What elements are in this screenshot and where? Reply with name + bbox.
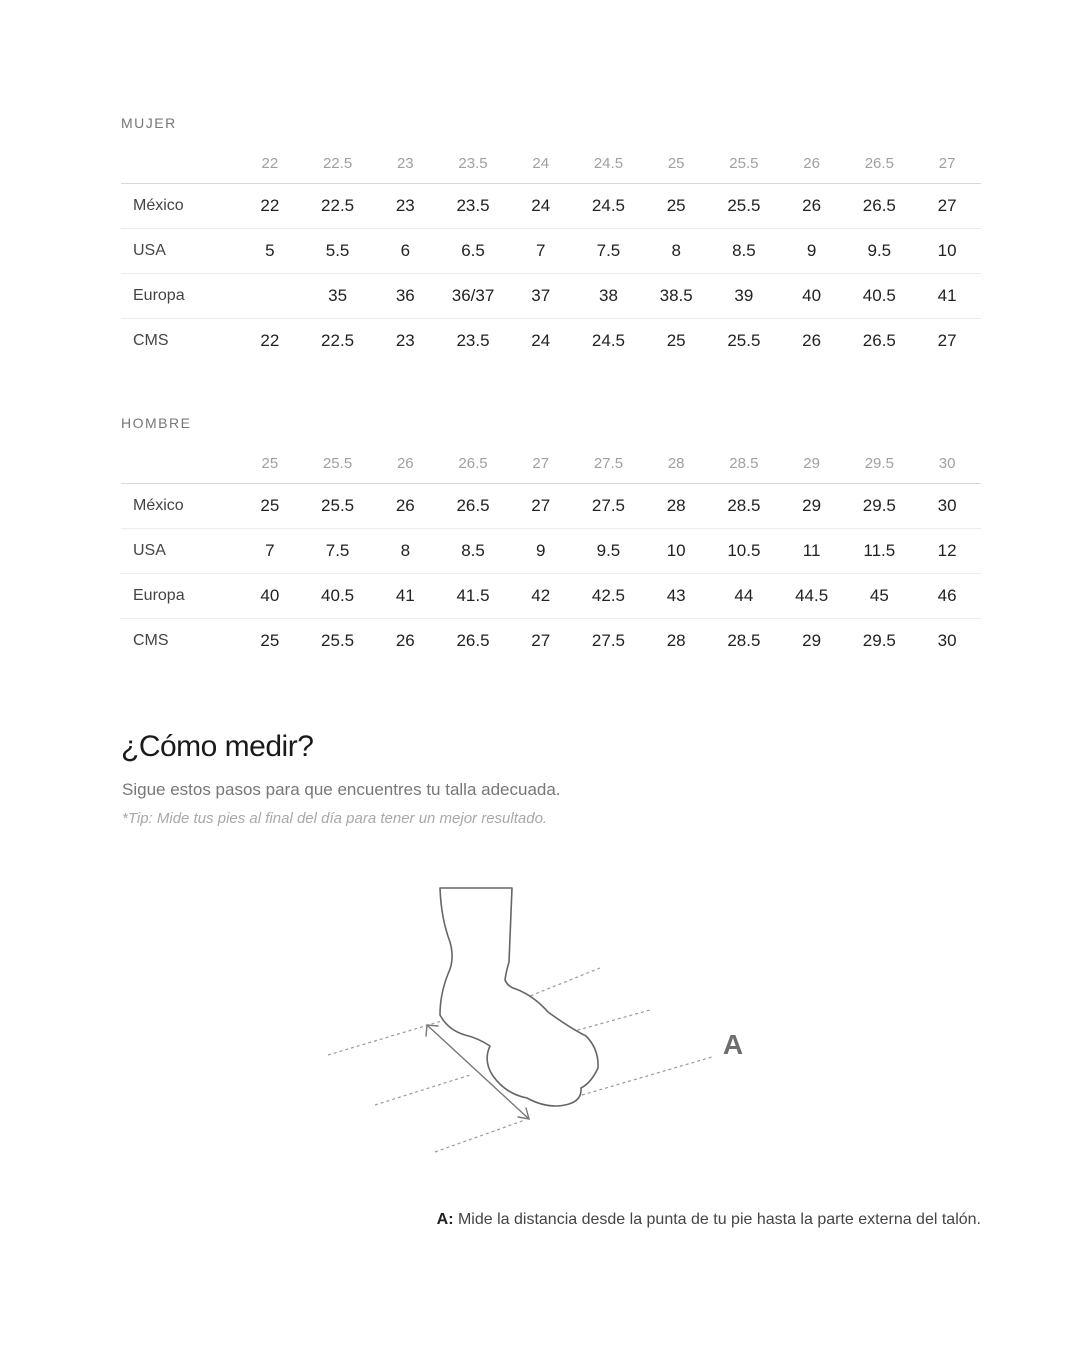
size-cell: 40 xyxy=(236,574,304,619)
size-cell: 23.5 xyxy=(439,184,507,229)
row-label: Europa xyxy=(121,274,236,319)
size-cell: 26 xyxy=(778,184,846,229)
column-header: 30 xyxy=(913,443,981,484)
column-header: 26 xyxy=(371,443,439,484)
figure-label-a: A xyxy=(722,1029,744,1060)
size-cell: 23 xyxy=(371,184,439,229)
mujer-section-label: MUJER xyxy=(121,115,177,131)
column-header: 25 xyxy=(642,143,710,184)
how-to-measure-title: ¿Cómo medir? xyxy=(121,730,314,763)
caption-text: Mide la distancia desde la punta de tu pie hasta la parte externa del talón. xyxy=(453,1211,981,1228)
column-header: 24.5 xyxy=(575,143,643,184)
size-cell: 25 xyxy=(260,631,280,650)
size-cell: 9 xyxy=(507,529,575,574)
size-cell: 26 xyxy=(395,631,415,650)
column-header: 23 xyxy=(371,143,439,184)
size-cell: 11.5 xyxy=(845,529,913,574)
size-cell: 41 xyxy=(371,574,439,619)
size-cell: 30 xyxy=(913,484,981,529)
row-label: USA xyxy=(121,229,236,274)
size-cell: 27.5 xyxy=(575,484,643,529)
table-row xyxy=(121,184,981,229)
column-header: 29 xyxy=(778,443,846,484)
table-row xyxy=(121,274,981,319)
column-header: 28.5 xyxy=(710,443,778,484)
row-label: CMS xyxy=(133,332,169,349)
size-cell: 25.5 xyxy=(710,184,778,229)
size-cell: 25 xyxy=(642,184,710,229)
column-header: 25.5 xyxy=(304,443,372,484)
size-cell xyxy=(236,274,304,319)
size-cell: 25 xyxy=(236,484,304,529)
mujer-size-table xyxy=(121,143,981,363)
size-cell: 29.5 xyxy=(862,631,896,650)
size-cell: 42 xyxy=(507,574,575,619)
size-cell: 22.5 xyxy=(321,331,355,350)
size-cell: 41 xyxy=(913,274,981,319)
how-to-measure-subtitle: Sigue estos pasos para que encuentres tu talla adecuada. xyxy=(122,780,561,799)
table-header-row xyxy=(121,143,981,184)
size-cell: 23.5 xyxy=(456,331,490,350)
size-cell: 25.5 xyxy=(321,631,355,650)
column-header: 24 xyxy=(507,143,575,184)
size-cell: 6 xyxy=(371,229,439,274)
size-cell: 46 xyxy=(913,574,981,619)
size-cell: 25 xyxy=(666,331,686,350)
column-header: 27.5 xyxy=(575,443,643,484)
column-header: 28 xyxy=(642,443,710,484)
size-cell: 42.5 xyxy=(575,574,643,619)
header-corner xyxy=(121,443,236,484)
size-cell: 12 xyxy=(913,529,981,574)
measurement-caption xyxy=(437,1211,981,1229)
column-header: 22.5 xyxy=(304,143,372,184)
foot-measure-icon xyxy=(320,880,760,1170)
size-cell: 8.5 xyxy=(439,529,507,574)
table-row xyxy=(121,229,981,274)
size-cell: 23 xyxy=(395,331,415,350)
size-cell: 28 xyxy=(666,631,686,650)
column-header: 23.5 xyxy=(439,143,507,184)
column-header: 26 xyxy=(778,143,846,184)
size-cell: 38 xyxy=(575,274,643,319)
size-cell: 44.5 xyxy=(778,574,846,619)
size-cell: 9.5 xyxy=(845,229,913,274)
size-cell: 7 xyxy=(507,229,575,274)
column-header: 25 xyxy=(236,443,304,484)
size-cell: 7.5 xyxy=(575,229,643,274)
size-cell: 9.5 xyxy=(575,529,643,574)
header-corner xyxy=(121,143,236,184)
size-cell: 24 xyxy=(531,331,551,350)
size-cell: 10.5 xyxy=(710,529,778,574)
column-header: 26.5 xyxy=(845,143,913,184)
size-cell: 40.5 xyxy=(304,574,372,619)
size-cell: 37 xyxy=(507,274,575,319)
column-header: 22 xyxy=(236,143,304,184)
table-row xyxy=(121,484,981,529)
size-cell: 26 xyxy=(802,331,822,350)
size-cell: 28.5 xyxy=(727,631,761,650)
table-row xyxy=(121,574,981,619)
size-cell: 26.5 xyxy=(439,484,507,529)
column-header: 26.5 xyxy=(439,443,507,484)
column-header: 25.5 xyxy=(710,143,778,184)
size-cell: 29 xyxy=(802,631,822,650)
size-cell: 27 xyxy=(913,184,981,229)
size-cell: 11 xyxy=(778,529,846,574)
size-cell: 9 xyxy=(778,229,846,274)
table-header-row xyxy=(121,443,981,484)
column-header: 27 xyxy=(913,143,981,184)
size-cell: 36 xyxy=(371,274,439,319)
size-cell: 5.5 xyxy=(304,229,372,274)
row-label: USA xyxy=(121,529,236,574)
size-cell: 22 xyxy=(236,184,304,229)
table-row xyxy=(121,619,981,664)
size-cell: 40.5 xyxy=(845,274,913,319)
size-cell: 29.5 xyxy=(845,484,913,529)
size-cell: 8 xyxy=(371,529,439,574)
size-cell: 5 xyxy=(236,229,304,274)
how-to-measure-tip: *Tip: Mide tus pies al final del día para tener un mejor resultado. xyxy=(122,810,548,827)
size-cell: 35 xyxy=(304,274,372,319)
size-cell: 26 xyxy=(371,484,439,529)
size-cell: 7 xyxy=(236,529,304,574)
size-cell: 27 xyxy=(507,484,575,529)
size-cell: 6.5 xyxy=(439,229,507,274)
size-cell: 24 xyxy=(507,184,575,229)
size-cell: 22.5 xyxy=(304,184,372,229)
size-cell: 28.5 xyxy=(710,484,778,529)
column-header: 29.5 xyxy=(845,443,913,484)
table-row xyxy=(121,529,981,574)
size-cell: 25.5 xyxy=(304,484,372,529)
size-cell: 41.5 xyxy=(439,574,507,619)
size-cell: 27 xyxy=(531,631,551,650)
size-cell: 24.5 xyxy=(591,331,625,350)
hombre-section-label: HOMBRE xyxy=(121,415,192,431)
size-cell: 8 xyxy=(642,229,710,274)
size-cell: 10 xyxy=(913,229,981,274)
hombre-size-table xyxy=(121,443,981,663)
size-cell: 24.5 xyxy=(575,184,643,229)
size-cell: 22 xyxy=(260,331,280,350)
size-cell: 39 xyxy=(710,274,778,319)
table-row xyxy=(121,319,981,364)
size-cell: 8.5 xyxy=(710,229,778,274)
row-label: México xyxy=(121,484,236,529)
size-cell: 10 xyxy=(642,529,710,574)
size-cell: 27 xyxy=(937,331,957,350)
size-cell: 38.5 xyxy=(642,274,710,319)
row-label: México xyxy=(121,184,236,229)
size-cell: 26.5 xyxy=(456,631,490,650)
row-label: CMS xyxy=(133,632,169,649)
caption-key: A: xyxy=(436,1211,454,1228)
size-cell: 26.5 xyxy=(862,331,896,350)
column-header: 27 xyxy=(507,443,575,484)
size-cell: 7.5 xyxy=(304,529,372,574)
size-cell: 28 xyxy=(642,484,710,529)
size-cell: 44 xyxy=(710,574,778,619)
size-cell: 45 xyxy=(845,574,913,619)
size-cell: 30 xyxy=(937,631,957,650)
size-cell: 27.5 xyxy=(591,631,625,650)
size-cell: 25.5 xyxy=(727,331,761,350)
size-cell: 36/37 xyxy=(439,274,507,319)
size-cell: 26.5 xyxy=(845,184,913,229)
size-cell: 40 xyxy=(778,274,846,319)
size-cell: 43 xyxy=(642,574,710,619)
size-cell: 29 xyxy=(778,484,846,529)
row-label: Europa xyxy=(121,574,236,619)
